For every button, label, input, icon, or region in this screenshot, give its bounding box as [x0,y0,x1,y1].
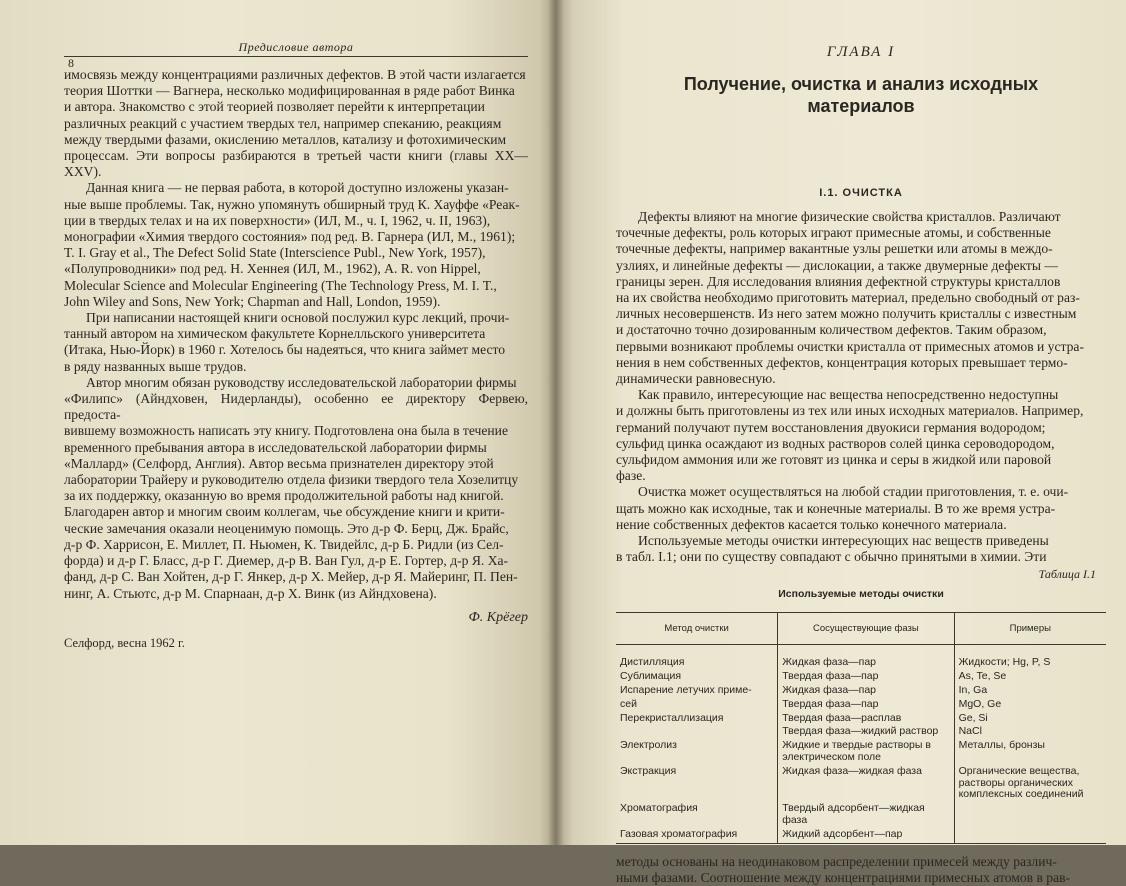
preface-date: Селфорд, весна 1962 г. [64,635,185,650]
book-gutter [548,0,564,845]
table-row [616,828,1106,843]
text-line: T. I. Gray et al., The Defect Solid State (Interscience Publ., New York, 1957), [64,245,486,261]
table-cell: Жидкая фаза—жидкая фаза [778,765,954,802]
table-header-row [616,613,1106,645]
table-cell: Жидкости; Hg, P, S [954,645,1106,670]
table-cell: сей [620,697,637,710]
table-cell [954,802,1106,828]
text-line: лаборатории Трайеру и руководителю отдела физики твердого тела Хозелитцу [64,472,519,488]
text-line: в табл. I.1; они по существу совпадают с обычно принятыми в химии. Эти [616,549,1047,565]
text-line: Используемые методы очистки интересующих нас веществ приведены [638,533,1049,549]
text-line: временного пребывания автора в исследовательской лаборатории фирмы [64,439,487,455]
table-row [616,684,1106,698]
text-line: и автора. Знакомство с этой теорией позволяет перейти к интерпретации [64,99,485,115]
table-cell: Твердая фаза—жидкий раствор [778,725,954,739]
table-row [616,645,1106,670]
text-line: Molecular Science and Molecular Engineering (The Technology Press, M. I. T., [64,277,497,293]
text-line: и должны быть приготовлены из тех или иных исходных материалов. Например, [616,403,1084,419]
text-line: «Филипс» (Айндховен, Нидерланды), особенно ее директору Фервею, предоста- [64,391,528,423]
text-line: фазе. [616,468,646,484]
text-line: ными фазами. Соотношение между концентрациями примесных атомов в рав- [616,869,1071,885]
chapter-title: Получение, очистка и анализ исходных материалов [683,74,1039,116]
table-cell: Жидкая фаза—пар [778,645,954,670]
text-line: нение собственных дефектов касается только конечного материала. [616,516,1007,532]
text-line: При написании настоящей книги основой послужил курс лекций, прочи- [86,310,510,326]
table-cell: As, Te, Se [954,670,1106,684]
text-line: сульфид цинка осаждают из водных растворов солей цинка сероводородом, [616,435,1055,451]
text-line: на их свойства необходимо приготовить материал, предельно свободный от раз- [616,290,1080,306]
text-line: «Маллард» (Селфорд, Англия). Автор весьма признателен директору этой [64,455,494,471]
text-line: нинг, А. Стьютс, д-р М. Спарнаан, д-р Х. Винк (из Айндховена). [64,585,437,601]
text-line: первыми возникают проблемы очистки кристалла от примесных атомов и устра- [616,338,1084,354]
text-line: точечные дефекты, роль которых играют примесные атомы, и собственные [616,225,1051,241]
table-cell: Перекристаллизация [620,711,724,724]
text-line: точечные дефекты, например вакантные узлы решетки или атомы в междо- [616,241,1053,257]
text-line: в ряду названных выше трудов. [64,358,247,374]
text-line: за их поддержку, оказанную во время продолжительной работы над книгой. [64,488,504,504]
table-cell: Твердая фаза—пар [778,698,954,712]
table-cell: Испарение летучих приме- [620,684,752,697]
table-cell: Газовая хроматография [616,828,778,843]
table-row [616,712,1106,726]
table-cell: Металлы, бронзы [954,739,1106,765]
text-line: методы основаны на неодинаковом распределении примесей между различ- [616,853,1057,869]
column-header: Примеры [954,613,1106,645]
author-signature: Ф. Крёгер [468,609,528,625]
table-cell: Твердая фаза—пар [778,670,954,684]
text-line: процессам. Эти вопросы разбираются в третьей части книги (главы XX—XXV). [64,148,528,180]
text-line: ные выше проблемы. Так, нужно упомянуть обширный труд К. Хауффе «Реак- [64,196,520,212]
table-cell: Твердый адсорбент—жидкая фаза [778,802,954,828]
table-row [616,739,1106,765]
table-cell: Дистилляция [620,656,685,669]
section-title: I.1. ОЧИСТКА [819,187,903,199]
text-line: личных несовершенств. Из него затем можно получить кристаллы с известным [616,306,1077,322]
text-line: динамически равновесную. [616,371,776,387]
table-cell: Жидкая фаза—пар [778,684,954,698]
table-cell: Жидкие и твердые растворы в электрическом поле [778,739,954,765]
right-page [556,0,1126,885]
left-page [0,0,556,845]
page-number: 8 [68,56,74,70]
text-line: Автор многим обязан руководству исследовательской лаборатории фирмы [86,374,517,390]
right-body-text [616,209,1106,565]
text-line: Данная книга — не первая работа, в которой доступно изложены указан- [86,180,509,196]
text-line: (Итака, Нью-Йорк) в 1960 г. Хотелось бы надеяться, что книга займет место [64,342,506,358]
text-line: и достаточно точно дозированным количеством дефектов. Таким образом, [616,322,1047,338]
table-cell: Электролиз [620,739,677,752]
text-line: John Wiley and Sons, New York; Chapman and Hall, London, 1959). [64,293,441,309]
text-line: монографии «Химия твердого состояния» под ред. В. Гарнера (ИЛ, М., 1961); [64,229,516,245]
text-line: форда) и д-р Г. Бласс, д-р Г. Диемер, д-р В. Ван Гул, д-р Е. Гортер, д-р Я. Ха- [64,553,509,569]
table-cell: Ge, Si [954,712,1106,726]
text-line: Очистка может осуществляться на любой стадии приготовления, т. е. очи- [638,484,1069,500]
table-cell: Органические вещества, растворы органических комплексных соединений [954,765,1106,802]
text-line: германий получают путем восстановления двуокиси германия водородом; [616,419,1046,435]
text-line: нения в нем собственных дефектов, концентрация которых превышает термо- [616,354,1068,370]
table-number: Таблица I.1 [1038,567,1096,582]
text-line: д-р Ф. Харрисон, Е. Миллет, П. Ньюмен, К. Твидейлс, д-р Б. Ридли (из Сел- [64,536,504,552]
table-cell: Экстракция [620,764,677,777]
running-header [64,38,528,70]
text-line: узлиях, и линейные дефекты — дислокации, а также двумерные дефекты — [616,257,1058,273]
text-line: различных реакций с участием твердых тел, например спеканию, реакциям [64,115,502,131]
table-cell [954,828,1106,843]
running-title: Предисловие автора [238,40,354,54]
text-line: теория Шоттки — Вагнера, несколько модифицированная в ряде работ Винка [64,83,515,99]
continuation-text [616,854,1106,886]
purification-methods-table [616,612,1106,843]
text-line: ческие замечания оказали неоценимую помощь. Это д-р Ф. Берц, Дж. Брайс, [64,520,509,536]
table-cell [616,725,778,739]
column-header: Сосуществующие фазы [778,613,954,645]
table-row [616,765,1106,802]
text-line: танный автором на химическом факультете Корнелльского университета [64,326,486,342]
table-row [616,802,1106,828]
table-cell: Твердая фаза—расплав [778,712,954,726]
text-line: Дефекты влияют на многие физические свойства кристаллов. Различают [638,209,1061,224]
text-line: сульфидом аммония или же готовят из цинка и серы в жидкой или паровой [616,452,1052,468]
text-line: имосвязь между концентрациями различных дефектов. В этой части излагается [64,67,526,82]
text-line: ции в твердых телах и на их поверхности» (ИЛ, М., ч. I, 1962, ч. II, 1963), [64,212,491,228]
table-cell: In, Ga [954,684,1106,698]
text-line: границы зерен. Для исследования влияния дефектной структуры кристаллов [616,273,1061,289]
column-header: Метод очистки [616,613,778,645]
text-line: Как правило, интересующие нас вещества непосредственно недоступны [638,387,1059,403]
table-caption: Используемые методы очистки [778,588,944,601]
table-row [616,725,1106,739]
table-cell: MgO, Ge [954,698,1106,712]
text-line: между твердыми фазами, окислению металлов, катализу и фотохимическим [64,131,507,147]
table-cell: Хроматография [620,802,698,815]
text-line: фанд, д-р С. Ван Хойтен, д-р Г. Янкер, д-р Х. Мейер, д-р Я. Майеринг, П. Пен- [64,569,518,585]
table-cell: NaCl [954,725,1106,739]
left-body-text [64,67,528,602]
text-line: щать можно как исходные, так и конечные материалы. В то же время устра- [616,500,1056,516]
chapter-label: ГЛАВА I [826,44,896,60]
table-row [616,670,1106,684]
text-line: Благодарен автор и многим своим коллегам, чье обсуждение книги и крити- [64,504,505,520]
table-cell: Жидкий адсорбент—пар [778,828,954,843]
text-line: «Полупроводники» под ред. Н. Хеннея (ИЛ, М., 1962), A. R. von Hippel, [64,261,481,277]
text-line: вившему возможность написать эту книгу. Подготовлена она была в течение [64,423,508,439]
table-cell: Сублимация [620,670,682,683]
table-row [616,698,1106,712]
